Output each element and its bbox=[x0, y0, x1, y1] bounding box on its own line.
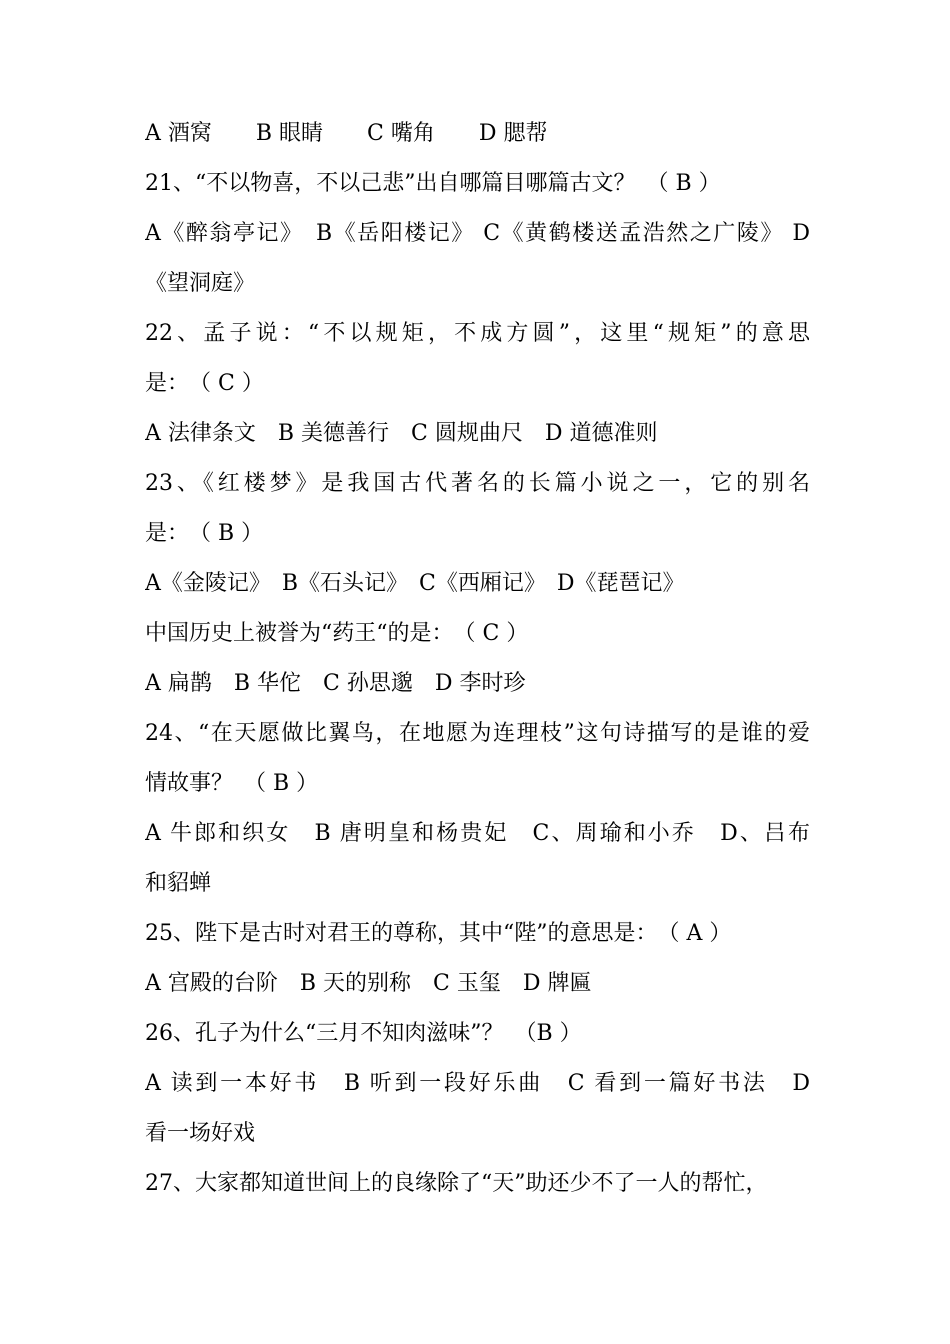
answer-options-21-cont: 《望洞庭》 bbox=[145, 271, 256, 296]
answer-options-25: A 宫殿的台阶 B 天的别称 C 玉玺 D 牌匾 bbox=[145, 971, 592, 996]
answer-options-22: A 法律条文 B 美德善行 C 圆规曲尺 D 道德准则 bbox=[145, 421, 658, 446]
question-27: 27、大家都知道世间上的良缘除了“天”助还少不了一人的帮忙， bbox=[145, 1171, 768, 1196]
question-21: 21、“不以物喜，不以己悲”出自哪篇目哪篇古文？ （ B ） bbox=[145, 171, 721, 196]
answer-options-26-cont: 看一场好戏 bbox=[145, 1121, 256, 1146]
question-24-cont: 情故事？ （ B ） bbox=[145, 771, 319, 796]
answer-options-24: A 牛郎和织女 B 唐明皇和杨贵妃 C、周瑜和小乔 D、吕布 bbox=[145, 821, 810, 846]
question-24: 24、“在天愿做比翼鸟，在地愿为连理枝”这句诗描写的是谁的爱 bbox=[145, 721, 810, 746]
question-yaowang: 中国历史上被誉为“药王“的是： （ C ） bbox=[145, 621, 529, 646]
question-22: 22、孟子说：“不以规矩，不成方圆”，这里“规矩”的意思 bbox=[145, 321, 810, 346]
answer-options-21: A《醉翁亭记》 B《岳阳楼记》 C《黄鹤楼送孟浩然之广陵》 D bbox=[145, 221, 810, 246]
question-22-cont: 是： （ C ） bbox=[145, 371, 264, 396]
answer-options-23: A《金陵记》 B《石头记》 C《西厢记》 D《琵琶记》 bbox=[145, 571, 685, 596]
answer-options-24-cont: 和貂蝉 bbox=[145, 871, 212, 896]
question-26: 26、孔子为什么“三月不知肉滋味”？ （B ） bbox=[145, 1021, 582, 1046]
answer-options-line: A 酒窝 B 眼睛 C 嘴角 D 腮帮 bbox=[145, 121, 548, 146]
question-23-cont: 是： （ B ） bbox=[145, 521, 264, 546]
question-25: 25、陛下是古时对君王的尊称，其中“陛”的意思是： （ A ） bbox=[145, 921, 732, 946]
answer-options-yaowang: A 扁鹊 B 华佗 C 孙思邈 D 李时珍 bbox=[145, 671, 526, 696]
question-23: 23、《红楼梦》是我国古代著名的长篇小说之一，它的别名 bbox=[145, 471, 810, 496]
answer-options-26: A 读到一本好书 B 听到一段好乐曲 C 看到一篇好书法 D bbox=[145, 1071, 810, 1096]
